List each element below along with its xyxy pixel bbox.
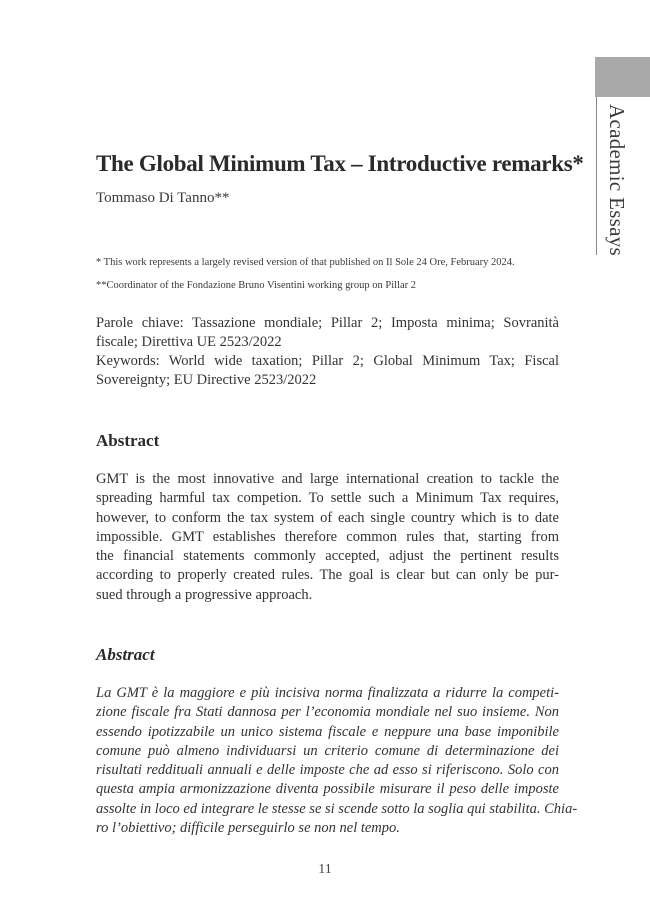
footnote-1: * This work represents a largely revised version of that published on Il Sole 24 Ore, February 2024. [96,257,515,268]
abstract-line: sued through a progressive approach. [96,586,313,603]
keywords-italian: Parole chiave: Tassazione mondiale; Pillar 2; Imposta minima; Sovranità fiscale; Direttiva UE 2523/2022 [96,315,559,350]
abstract-line: however, to conform the tax system of each single country which is to date [96,509,559,526]
abstract-italian [96,684,578,838]
abstract-line: assolte in loco ed integrare le stesse se si scende sotto la soglia qui stabilita. Chia- [96,800,578,817]
abstract-line: essendo ipotizzabile un unico sistema fiscale e neppure una base imponibile [96,723,559,740]
abstract-english [96,470,559,605]
section-divider [596,97,597,255]
abstract-heading-english: Abstract [96,431,160,450]
abstract-line: comune può almeno individuarsi un criterio comune di determinazione dei [96,742,559,759]
abstract-line: ro l’obiettivo; difficile perseguirlo se non nel tempo. [96,820,400,837]
abstract-line: impossible. GMT establishes therefore common rules that, starting from [96,528,559,545]
abstract-line: spreading harmful tax competion. To settle such a Minimum Tax requires, [96,490,559,507]
abstract-line: risultati reddituali annuali e delle imposte che ad esso si riferiscono. Solo con [96,762,559,779]
abstract-line: the financial statements commonly accepted, adjust the pertinent results [96,548,559,565]
abstract-heading-italian: Abstract [96,645,155,664]
article-author: Tommaso Di Tanno** [96,190,230,206]
abstract-line: according to properly created rules. The goal is clear but can only be pur- [96,567,559,584]
keywords-block [96,314,559,390]
article-title: The Global Minimum Tax – Introductive remarks* [96,151,584,176]
abstract-line: zione fiscale fra Stati dannosa per l’economia mondiale nel suo insieme. Non [96,704,559,721]
footnote-2: **Coordinator of the Fondazione Bruno Visentini working group on Pillar 2 [96,280,416,291]
page-number: 11 [318,862,332,877]
keywords-english: Keywords: World wide taxation; Pillar 2; Global Minimum Tax; Fiscal Sovereignty; EU Directive 2523/2022 [96,353,559,388]
abstract-line: questa ampia armonizzazione diventa possibile misurare il peso delle imposte [96,781,559,798]
section-tab [595,57,650,97]
section-label: Academic Essays [605,104,629,257]
abstract-line: GMT is the most innovative and large international creation to tackle the [96,471,559,487]
abstract-line: La GMT è la maggiore e più incisiva norma finalizzata a ridurre la competi- [96,685,559,701]
